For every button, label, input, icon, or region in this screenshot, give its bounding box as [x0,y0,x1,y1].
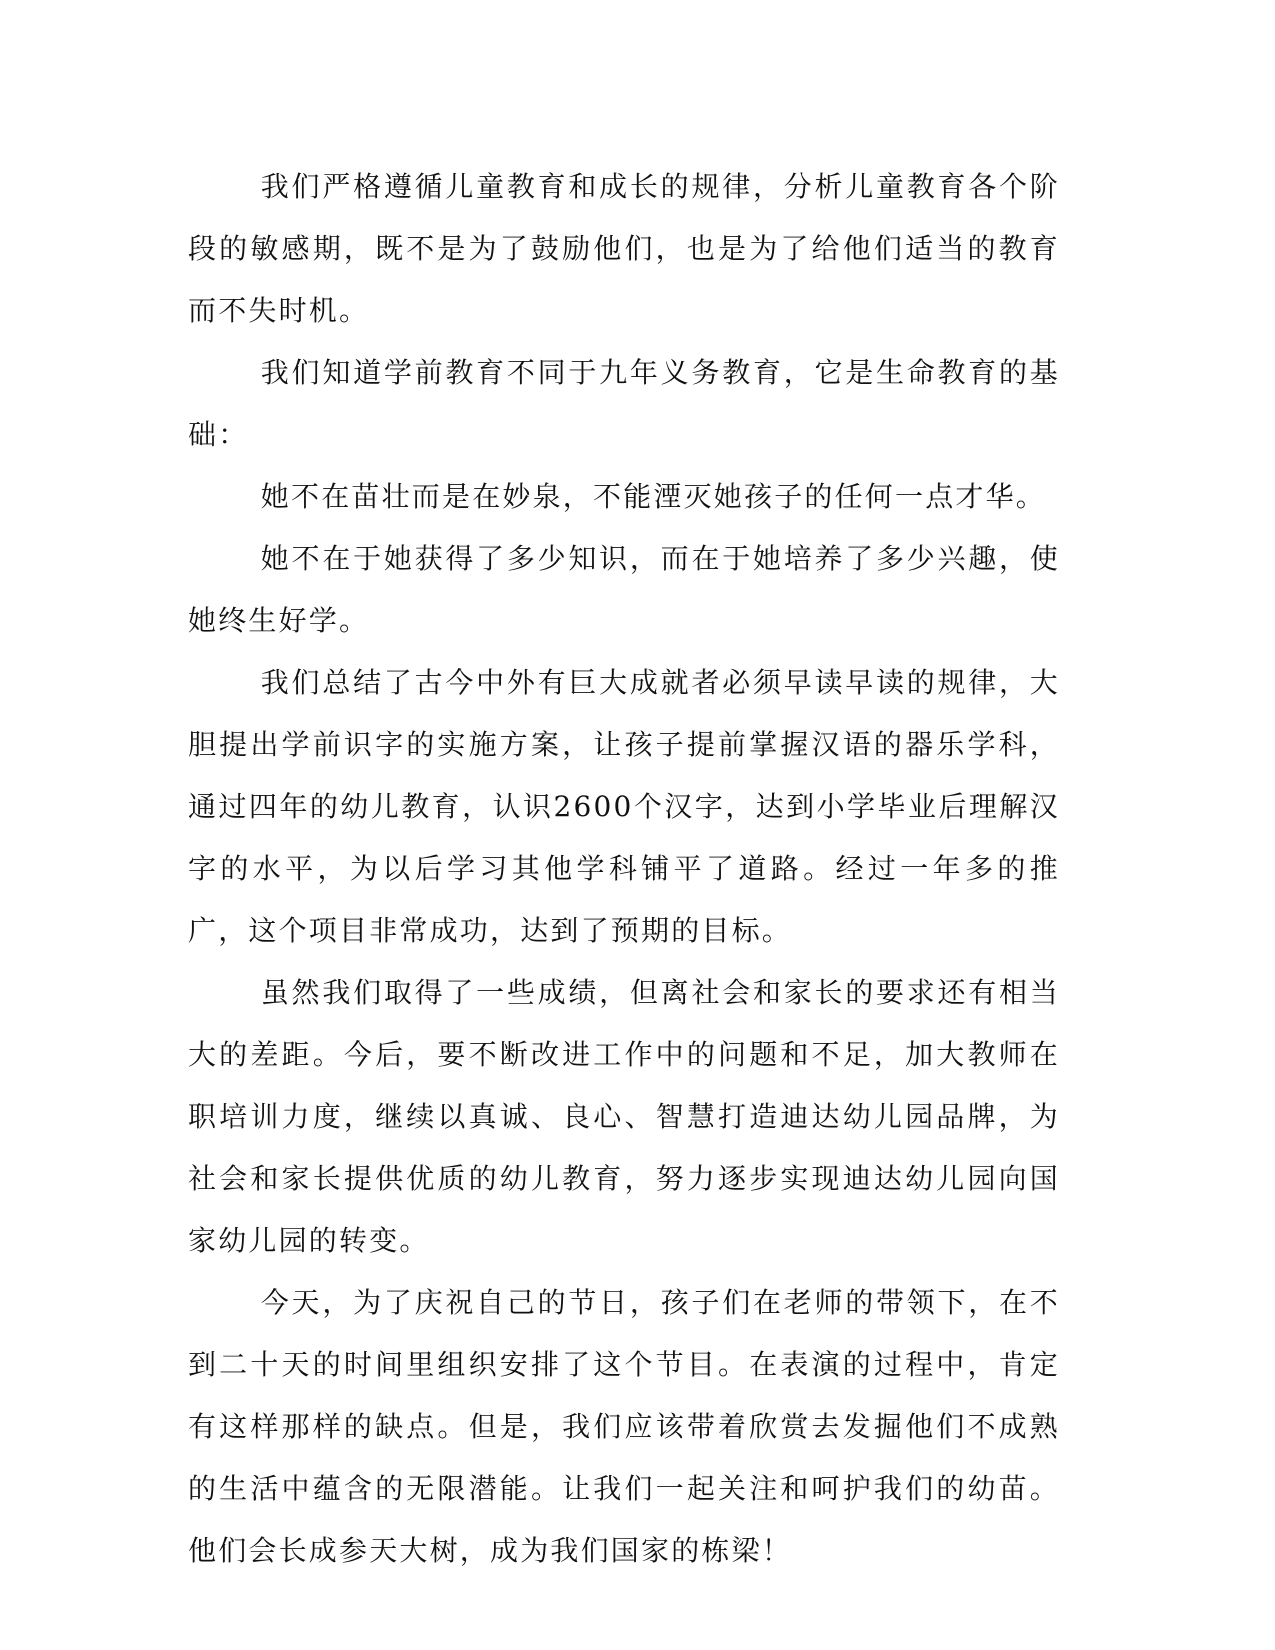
paragraph-3: 她不在苗壮而是在妙泉，不能湮灭她孩子的任何一点才华。 [260,480,1046,513]
document-body [188,156,1060,1582]
paragraph-1: 我们严格遵循儿童教育和成长的规律，分析儿童教育各个阶段的敏感期，既不是为了鼓励他们，也是为了给他们适当的教育而不失时机。 [188,170,1060,327]
paragraph-5: 我们总结了古今中外有巨大成就者必须早读早读的规律，大胆提出学前识字的实施方案，让孩子提前掌握汉语的器乐学科，通过四年的幼儿教育，认识2600个汉字，达到小学毕业后理解汉字的水平，为以后学习其他学科铺平了道路。经过一年多的推广，这个项目非常成功，达到了预期的目标。 [188,666,1060,947]
paragraph-4: 她不在于她获得了多少知识，而在于她培养了多少兴趣，使她终生好学。 [188,542,1060,637]
paragraph-6: 虽然我们取得了一些成绩，但离社会和家长的要求还有相当大的差距。今后，要不断改进工作中的问题和不足，加大教师在职培训力度，继续以真诚、良心、智慧打造迪达幼儿园品牌，为社会和家长提供优质的幼儿教育，努力逐步实现迪达幼儿园向国家幼儿园的转变。 [188,976,1060,1257]
paragraph-7: 今天，为了庆祝自己的节日，孩子们在老师的带领下，在不到二十天的时间里组织安排了这个节目。在表演的过程中，肯定有这样那样的缺点。但是，我们应该带着欣赏去发掘他们不成熟的生活中蕴含的无限潜能。让我们一起关注和呵护我们的幼苗。他们会长成参天大树，成为我们国家的栋梁！ [188,1286,1060,1567]
paragraph-2: 我们知道学前教育不同于九年义务教育，它是生命教育的基础： [188,356,1060,451]
